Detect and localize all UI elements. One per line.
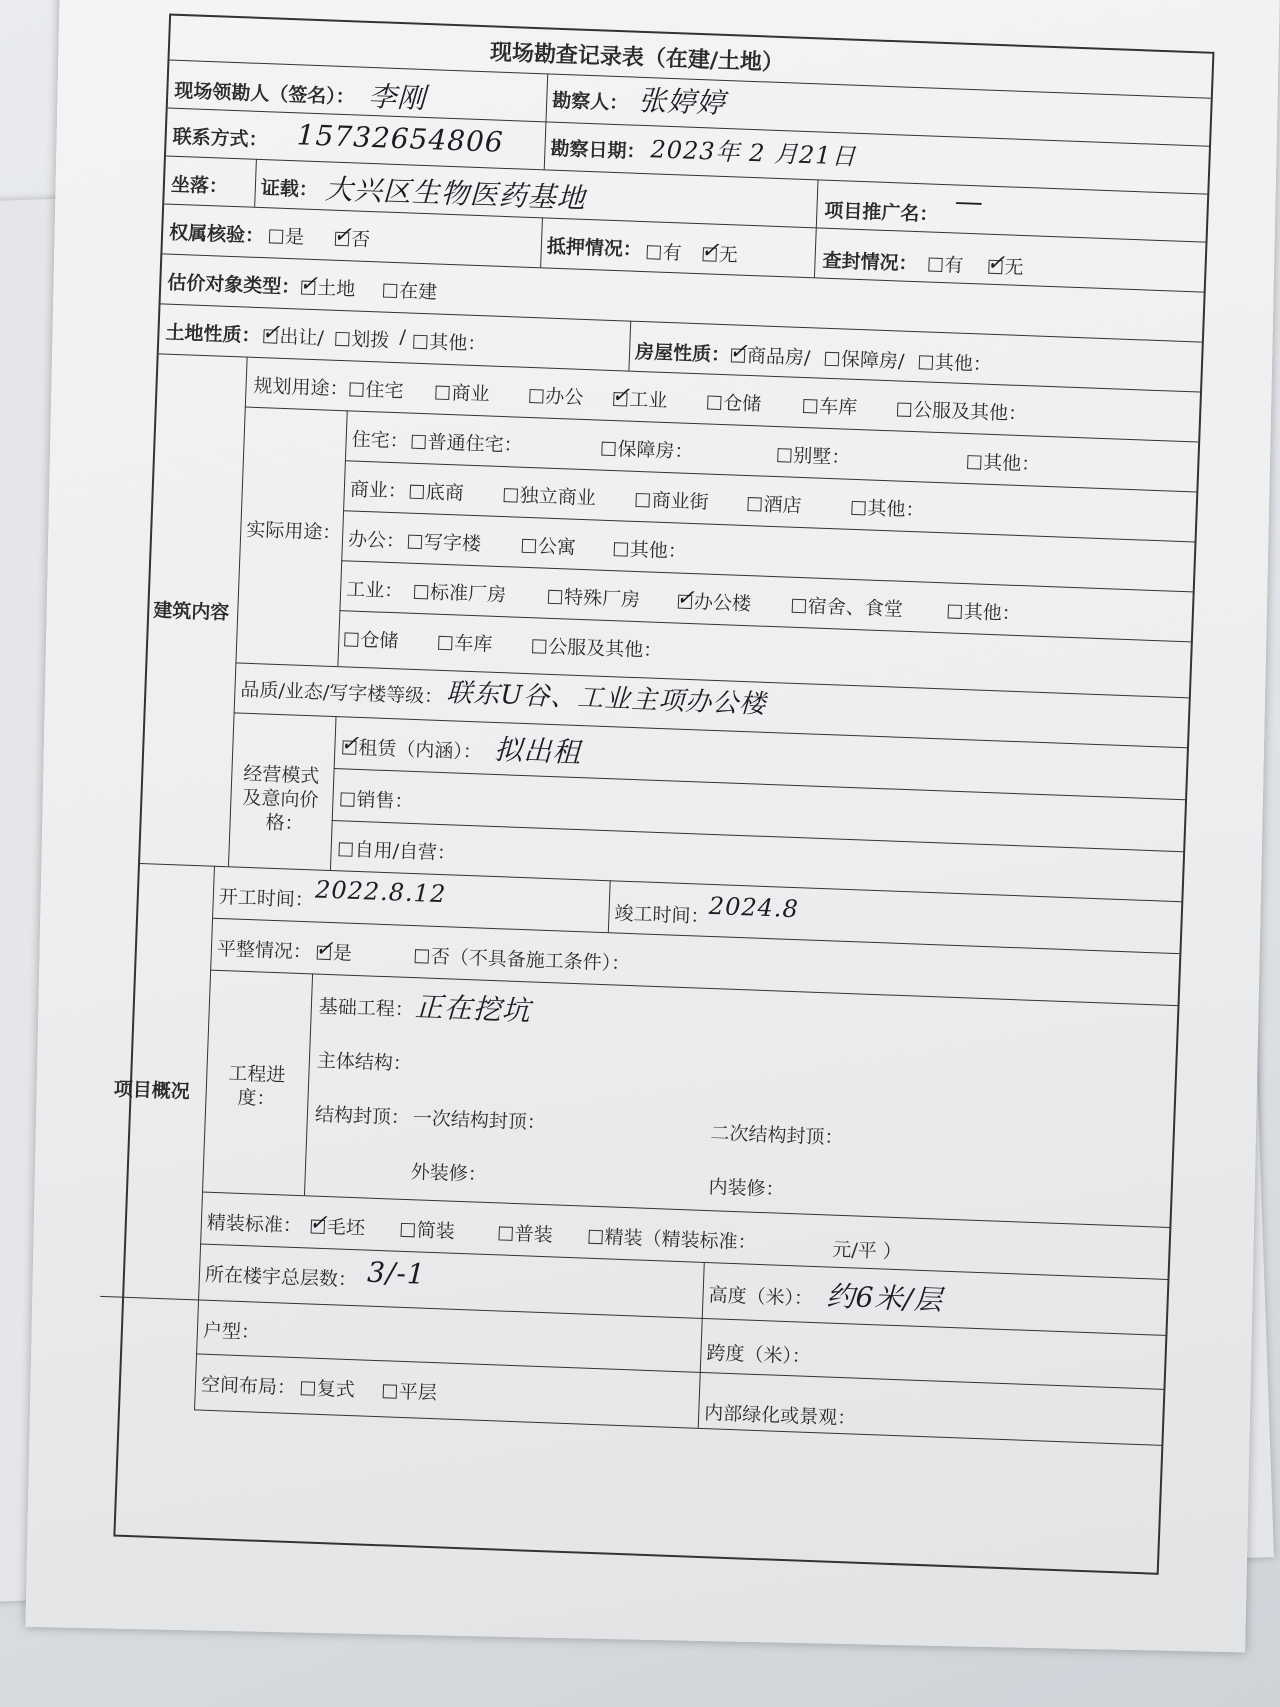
checkbox[interactable] [301,1381,316,1396]
land-opt-other[interactable]: 其他： [413,327,487,357]
check-mark-icon: ✓ [308,1210,328,1237]
plan-opt-garage[interactable]: 车库 [803,391,858,420]
office-label: 办公： [347,528,406,553]
building-section-label: 建筑内容 [152,599,230,625]
form-title: 现场勘查记录表（在建/土地） [489,40,785,77]
land-nature-label: 土地性质： [165,321,261,348]
fitout-standard[interactable]: 普装 [498,1218,553,1247]
check-mark-icon: ✓ [340,731,360,757]
com-opt-street[interactable]: 商业街 [635,485,709,515]
leveling-yes[interactable]: ✓ 是 [314,936,353,965]
roof-label: 结构封顶： [314,1103,411,1130]
main-structure-label: 主体结构： [316,1049,413,1076]
house-opt-other[interactable]: 其他： [918,347,992,377]
progress-label-1: 工程进 [227,1062,286,1087]
checkbox[interactable] [707,396,722,411]
plan-opt-storage[interactable]: 仓储 [707,388,762,417]
seal-no[interactable]: ✓ 无 [986,250,1024,279]
res-opt-affordable[interactable]: 保障房： [601,434,694,464]
checkbox-checked[interactable] [675,585,695,612]
plan-use-label: 规划用途： [253,374,349,401]
span-label: 跨度（米）： [706,1342,812,1368]
plan-opt-public[interactable]: 公服及其他： [897,394,1028,426]
survey-form [113,14,1214,1575]
plan-opt-office[interactable]: 办公 [529,381,584,410]
oth-opt-garage[interactable]: 车库 [438,628,493,657]
checkbox[interactable] [647,245,662,260]
checkbox-checked[interactable] [308,1210,328,1237]
mortgage-label: 抵押情况： [546,235,643,261]
sale-option[interactable]: 销售： [340,784,414,814]
residential-label: 住宅： [351,428,410,453]
res-opt-ordinary[interactable]: 普通住宅： [411,427,523,458]
checkbox[interactable] [504,488,519,503]
start-label: 开工时间： [218,885,315,912]
seal-yes[interactable]: 有 [928,250,964,278]
checkbox[interactable] [383,284,398,299]
checkbox[interactable] [415,949,430,964]
mode-label-3: 格： [265,811,304,835]
checkbox[interactable] [338,842,353,857]
land-sep: / [399,326,407,349]
foundation-value: 正在挖坑 [414,990,532,1028]
ind-opt-standard[interactable]: 标准厂房 [414,577,507,607]
surveyor-label: 勘察人： [551,89,629,115]
exterior-label: 外装修： [410,1161,488,1186]
type-land[interactable]: ✓ 土地 [298,271,356,301]
contact-label: 联系方式： [172,125,269,152]
ownership-label: 权属核验： [168,221,265,248]
checkbox[interactable] [967,455,982,470]
checkbox[interactable] [435,386,450,401]
checkbox-checked[interactable] [261,320,281,346]
checkbox[interactable] [588,1230,603,1245]
cert-label: 证载： [260,177,319,202]
checkbox[interactable] [747,497,762,512]
off-opt-apartment[interactable]: 公寓 [521,531,576,560]
checkbox[interactable] [777,448,792,463]
surveyor-signature: 张婷婷 [637,83,726,120]
checkbox[interactable] [897,402,912,417]
check-mark-icon: ✓ [298,271,319,298]
com-opt-shop[interactable]: 底商 [409,477,464,506]
ownership-no[interactable]: ✓ 否 [332,222,371,252]
check-mark-icon: ✓ [261,320,281,346]
floors-value: 3/-1 [366,1255,427,1291]
checkbox[interactable] [825,352,840,367]
check-mark-icon: ✓ [675,585,695,612]
checkbox-checked[interactable] [332,222,353,249]
layout-duplex[interactable]: 复式 [300,1373,355,1402]
lease-value: 拟出租 [493,732,583,770]
checkbox-checked[interactable] [986,250,1006,277]
off-opt-tower[interactable]: 写字楼 [408,527,482,557]
checkbox-checked[interactable] [298,271,319,298]
ownership-yes[interactable]: 是 [269,221,305,249]
checkbox[interactable] [438,636,453,651]
leveling-no[interactable]: 否（不具备施工条件）： [414,941,630,976]
self-use-option[interactable]: 自用/自营： [338,834,456,865]
actual-use-label: 实际用途： [245,518,342,545]
checkbox[interactable] [532,639,547,654]
checkbox[interactable] [401,1223,416,1238]
checkbox[interactable] [548,590,563,605]
check-mark-icon: ✓ [728,339,749,365]
commercial-label: 商业： [349,478,408,503]
checkbox[interactable] [919,355,934,370]
promo-label: 项目推广名： [824,199,939,226]
leveling-label: 平整情况： [216,937,313,964]
promo-value: — [954,184,985,219]
checkbox[interactable] [414,585,429,600]
seal-label: 查封情况： [822,249,918,276]
ind-opt-office[interactable]: ✓ 办公楼 [675,585,752,616]
land-opt-transfer[interactable]: ✓ 出让/ [261,320,325,350]
oth-opt-public[interactable]: 公服及其他： [532,631,663,663]
com-opt-standalone[interactable]: 独立商业 [503,480,596,510]
res-opt-villa[interactable]: 别墅： [777,440,851,470]
date-value: 2023年 2 月21日 [650,135,858,171]
checkbox[interactable] [635,493,650,508]
grade-label: 品质/业态/写字楼等级： [240,678,444,709]
checkbox[interactable] [522,539,537,554]
checkbox[interactable] [601,442,616,457]
mortgage-no[interactable]: ✓ 无 [700,238,739,267]
checkbox[interactable] [410,485,425,500]
checkbox[interactable] [413,335,428,350]
unit-type-label: 户型： [202,1319,261,1344]
contact-value: 15732654806 [296,118,505,159]
layout-flat[interactable]: 平层 [382,1376,437,1405]
fitout-label: 精装标准： [206,1211,303,1238]
height-label: 高度（米）： [708,1284,814,1310]
lead-label: 现场领勘人（签名）： [173,79,356,109]
res-opt-other[interactable]: 其他： [967,447,1041,477]
lead-signature: 李刚 [367,79,427,115]
finish-value: 2024.8 [708,891,800,924]
checkbox[interactable] [408,535,423,550]
roof-second-label: 二次结构封顶： [710,1122,844,1149]
house-opt-commercial[interactable]: ✓ 商品房/ [728,339,811,370]
checkbox[interactable] [349,382,364,397]
ind-opt-special[interactable]: 特殊厂房 [548,582,641,612]
oth-opt-storage[interactable]: 仓储 [344,624,399,653]
checkbox[interactable] [269,229,284,244]
finish-label: 竣工时间： [614,902,710,928]
checkbox[interactable] [928,258,943,273]
object-type-label: 估价对象类型： [166,271,301,299]
plan-opt-industrial[interactable]: ✓ 工业 [611,382,668,413]
off-opt-other[interactable]: 其他： [613,534,687,564]
type-building[interactable]: 在建 [383,276,438,305]
checkbox[interactable] [948,604,963,619]
land-opt-allocate[interactable]: 划拨 [335,324,390,353]
ind-opt-dorm[interactable]: 宿舍、食堂 [791,591,903,622]
checkbox-checked[interactable] [728,339,749,365]
roof-first-label: 一次结构封顶： [412,1107,547,1135]
fitout-unit: 元/平 ） [831,1238,903,1264]
house-nature-label: 房屋性质： [634,340,731,367]
mode-label-1: 经营模式 [242,762,320,788]
checkbox[interactable] [529,389,544,404]
start-value: 2022.8.12 [314,875,447,909]
interior-label: 内装修： [708,1176,785,1201]
project-section-label: 项目概况 [113,1078,191,1103]
height-value: 约6米/层 [826,1279,944,1317]
plan-opt-commercial[interactable]: 商业 [435,378,490,407]
fitout-raw[interactable]: ✓ 毛坯 [308,1210,366,1240]
check-mark-icon: ✓ [332,222,353,249]
checkbox[interactable] [335,332,350,347]
location-label: 坐落： [170,173,229,198]
lease-option[interactable]: ✓ 租赁（内涵）： [340,731,483,764]
checkbox[interactable] [792,599,807,614]
check-mark-icon: ✓ [314,936,334,963]
checkbox[interactable] [851,501,866,516]
plan-opt-residential[interactable]: 住宅 [349,374,404,403]
fitout-fine[interactable]: 精装（精装标准： [588,1222,757,1255]
green-label: 内部绿化或景观： [703,1402,857,1430]
cert-value: 大兴区生物医药基地 [324,172,587,215]
ind-opt-other[interactable]: 其他： [947,596,1021,626]
check-mark-icon: ✓ [986,250,1006,277]
checkbox-checked[interactable] [700,238,720,264]
check-mark-icon: ✓ [611,382,631,409]
grade-value: 联东U谷、工业主项办公楼 [445,678,767,720]
mode-label-2: 及意向价 [242,786,319,812]
mortgage-yes[interactable]: 有 [646,237,682,265]
date-label: 勘察日期： [550,137,646,164]
checkbox[interactable] [383,1384,398,1399]
house-opt-affordable[interactable]: 保障房/ [825,344,905,374]
checkbox[interactable] [614,542,629,557]
com-opt-other[interactable]: 其他： [851,493,925,523]
checkbox[interactable] [498,1226,513,1241]
floors-label: 所在楼宇总层数： [204,1263,358,1292]
checkbox-checked[interactable] [314,936,334,963]
checkbox[interactable] [340,792,355,807]
com-opt-hotel[interactable]: 酒店 [747,489,802,518]
check-mark-icon: ✓ [700,238,720,264]
checkbox[interactable] [803,399,818,414]
paper-sheet [25,0,1279,1652]
progress-label-2: 度： [237,1086,276,1111]
checkbox-checked[interactable] [340,731,360,757]
industrial-label: 工业： [345,578,404,603]
checkbox[interactable] [411,435,426,450]
fitout-simple[interactable]: 简装 [400,1215,455,1244]
checkbox[interactable] [344,632,359,647]
foundation-label: 基础工程： [318,995,415,1022]
layout-label: 空间布局： [200,1373,297,1400]
checkbox-checked[interactable] [611,382,631,409]
